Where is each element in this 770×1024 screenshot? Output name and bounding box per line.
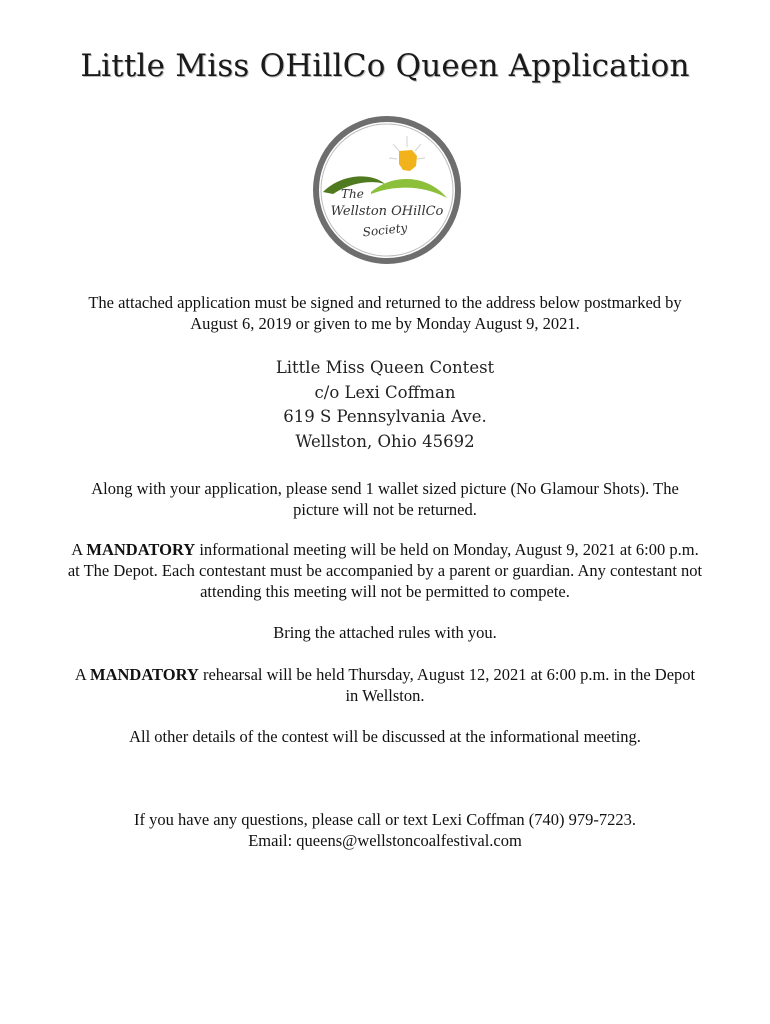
meeting-line: attending this meeting will not be permitted to compete. (200, 582, 570, 601)
rules-paragraph: Bring the attached rules with you. (273, 623, 497, 642)
address-line: Little Miss Queen Contest (275, 358, 495, 377)
meeting-paragraph (40, 539, 730, 602)
logo-text-line2: Wellston OHillCo (330, 204, 444, 219)
details-paragraph: All other details of the contest will be discussed at the informational meeting. (129, 727, 641, 746)
intro-line: August 6, 2019 or given to me by Monday August 9, 2021. (190, 314, 580, 333)
address-line: 619 S Pennsylvania Ave. (283, 407, 487, 426)
meeting-line: at The Depot. Each contestant must be accompanied by a parent or guardian. Any contestant not (67, 561, 703, 580)
contact-email: Email: queens@wellstoncoalfestival.com (248, 831, 522, 850)
logo-text-line1: The (341, 187, 364, 201)
contact-paragraph (40, 809, 730, 851)
rehearsal-paragraph (40, 664, 730, 706)
mandatory-emphasis: MANDATORY (86, 540, 196, 559)
rehearsal-line: in Wellston. (345, 686, 425, 705)
intro-line: The attached application must be signed and returned to the address below postmarked by (88, 293, 682, 312)
address-line: Wellston, Ohio 45692 (295, 431, 475, 451)
mandatory-emphasis: MANDATORY (90, 665, 199, 684)
contact-line: If you have any questions, please call or text Lexi Coffman (740) 979-7223. (134, 810, 636, 829)
rehearsal-line: A MANDATORY rehearsal will be held Thursday, August 12, 2021 at 6:00 p.m. in the Depot (74, 665, 696, 684)
intro-paragraph (40, 292, 730, 334)
wellston-ohillco-society-logo (311, 114, 463, 266)
meeting-line: A MANDATORY informational meeting will be held on Monday, August 9, 2021 at 6:00 p.m. (71, 540, 699, 559)
picture-line: picture will not be returned. (293, 500, 477, 519)
logo-text-line3: Society (362, 220, 408, 240)
page-title: Little Miss OHillCo Queen Application (80, 48, 690, 84)
address-line: c/o Lexi Coffman (314, 382, 456, 402)
picture-line: Along with your application, please send 1 wallet sized picture (No Glamour Shots). The (91, 479, 679, 498)
mailing-address (0, 356, 770, 454)
picture-paragraph (40, 478, 730, 520)
